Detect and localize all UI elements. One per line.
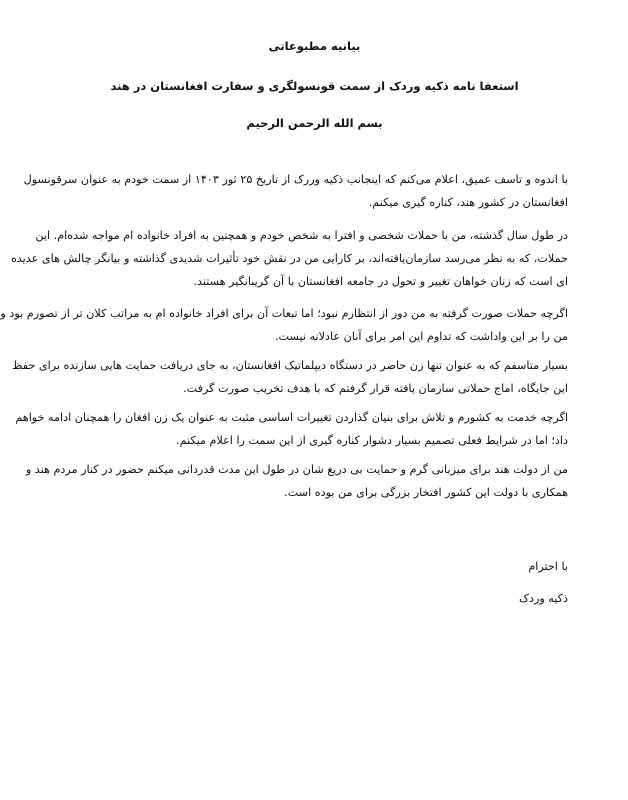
paragraph-line: ای است که زنان خواهان تغییر و تحول در جامعه افغانستان با آن گریبانگیر هستند. [193,275,568,288]
paragraph-thanks-india [25,458,568,504]
paragraph-attacks [10,224,568,293]
paragraph-line: همکاری با دولت این کشور افتخار بزرگی برای من بوده است. [284,486,568,499]
paragraph-continued-service [15,406,568,452]
paragraph-family-impact [0,302,568,348]
paragraph-line: در طول سال گذشته، من با حملات شخصی و افترا به شخص خودم و همچنین به افراد خانواده ام مواجه شده‌ام. این [35,229,568,242]
document-subtitle: استعفا نامه ذکیه وردک از سمت قونسولگری و سفارت افغانستان در هند [110,79,519,93]
paragraph-line: حملات، که به نظر می‌رسد سازمان‌یافته‌اند، بر کارایی من در نقش خود تأثیرات شدیدی گذاشته و بیانگر چالش های عدیده [10,252,568,265]
paragraph-line: افغانستان در کشور هند، کناره گیری میکنم. [368,196,568,209]
bismillah-heading: بسم الله الرحمن الرحیم [246,116,383,130]
paragraph-line: من را بر این واداشت که تداوم این امر برای آنان عادلانه نیست. [274,330,568,343]
paragraph-line: اگرچه حملات صورت گرفته به من دور از انتظارم نبود؛ اما تبعات آن برای افراد خانواده ام به مراتب کلان تر از تصورم بود و [0,307,568,320]
paragraph-line: بسیار متاسفم که به عنوان تنها زن حاضر در دستگاه دیپلماتیک افغانستان، به جای دریافت حمایت هایی سازنده برای حفظ [12,359,568,372]
press-release-page [1,0,628,800]
closing-regards: با احترام [528,560,568,573]
paragraph-line: با اندوه و تاسف عمیق، اعلام می‌کنم که اینجانب ذکیه وررک از تاریخ ۲۵ ثور ۱۴۰۳ از سمت خودم به عنوان سرقونسول [23,173,568,186]
paragraph-line: اگرچه خدمت به کشورم و تلاش برای بنیان گذاردن تغییرات اساسی مثبت به عنوان یک زن افغان را همچنان ادامه خواهم [15,411,568,424]
document-title: بیانیه مطبوعاتی [268,39,361,53]
paragraph-line: این جایگاه، اماج حملاتی سازمان یافته قرار گرفتم که با هدف تخریب صورت گرفت. [183,382,568,395]
paragraph-only-woman-diplomat [12,354,568,400]
signature-name: ذکیه وردک [518,592,568,605]
paragraph-line: من از دولت هند برای میزبانی گرم و حمایت بی دریغ شان در طول این مدت قدردانی میکنم حضور در کنار مردم هند و [25,463,568,476]
paragraph-line: داد؛ اما در شرایط فعلی تصمیم بسیار دشوار کناره گیری از این سمت را اعلام میکنم. [176,434,568,447]
paragraph-resignation-announcement [23,168,568,214]
